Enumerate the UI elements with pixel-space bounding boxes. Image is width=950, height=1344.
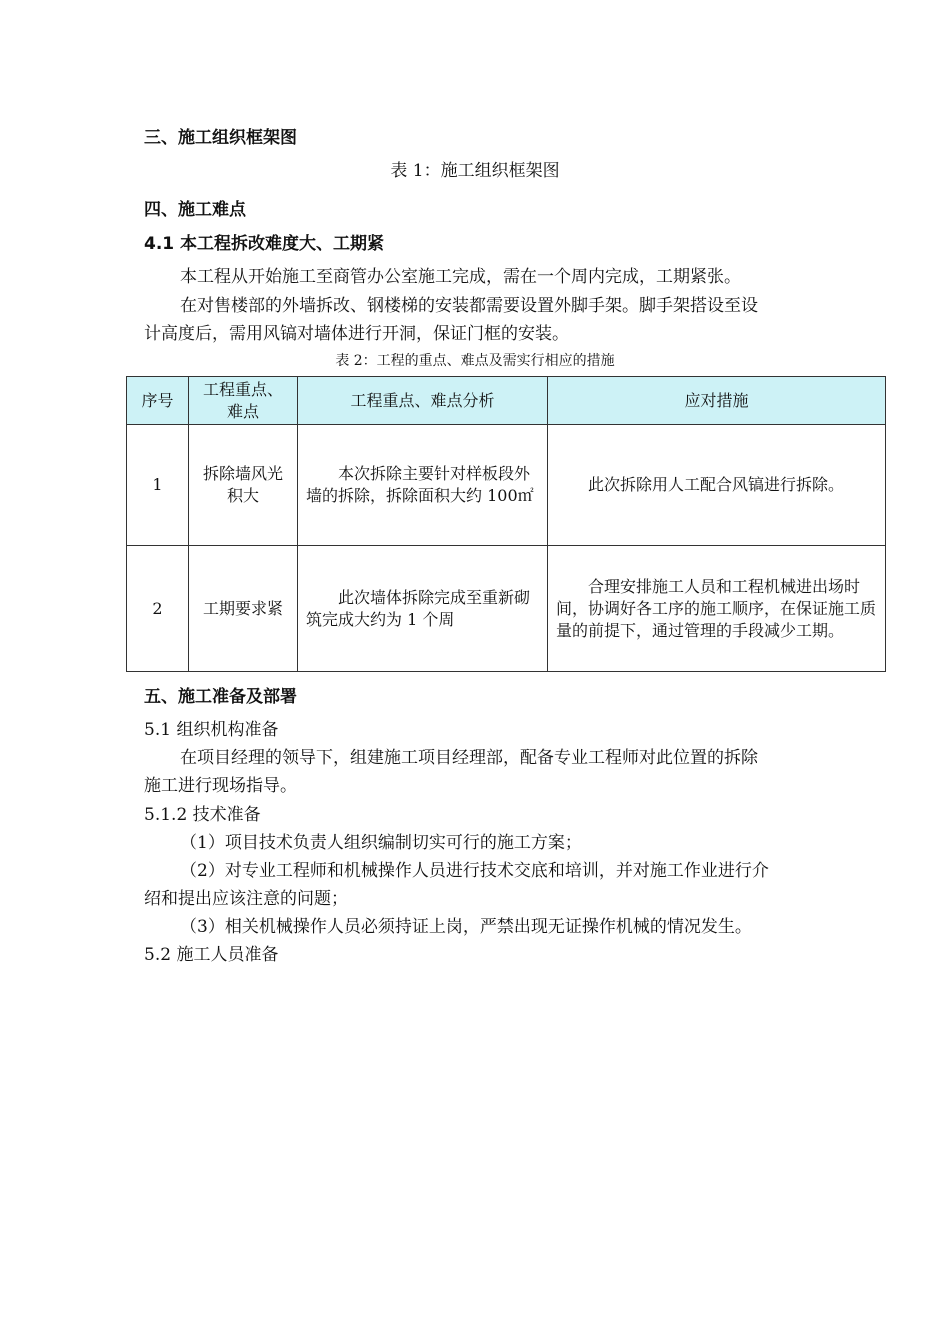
header-point: 工程重点、难点 xyxy=(189,377,298,425)
section-4-1-paragraph-1: 本工程从开始施工至商管办公室施工完成，需在一个周内完成，工期紧张。 xyxy=(180,267,741,287)
table-2-caption: 表 2：工程的重点、难点及需实行相应的措施 xyxy=(335,353,615,369)
section-5-heading: 五、施工准备及部署 xyxy=(144,687,297,707)
table-header-row xyxy=(127,377,886,425)
section-4-1-paragraph-2-line-2: 计高度后，需用风镐对墙体进行开洞，保证门框的安装。 xyxy=(144,324,569,344)
row-measure: 此次拆除用人工配合风镐进行拆除。 xyxy=(548,425,886,546)
table-row xyxy=(127,425,886,546)
header-no: 序号 xyxy=(127,377,189,425)
row-analysis: 本次拆除主要针对样板段外墙的拆除，拆除面积大约 100㎡ xyxy=(298,425,548,546)
list-item-3: （3）相关机械操作人员必须持证上岗，严禁出现无证操作机械的情况发生。 xyxy=(180,917,752,937)
row-no: 2 xyxy=(127,546,189,672)
section-5-2-heading: 5.2 施工人员准备 xyxy=(144,945,279,965)
section-4-heading: 四、施工难点 xyxy=(144,200,246,220)
table-1-caption: 表 1：施工组织框架图 xyxy=(390,161,560,181)
row-measure: 合理安排施工人员和工程机械进出场时间，协调好各工序的施工顺序，在保证施工质量的前提下，通过管理的手段减少工期。 xyxy=(548,546,886,672)
row-point: 工期要求紧 xyxy=(189,546,298,672)
header-measure: 应对措施 xyxy=(548,377,886,425)
row-analysis: 此次墙体拆除完成至重新砌筑完成大约为 1 个周 xyxy=(298,546,548,672)
section-3-heading: 三、施工组织框架图 xyxy=(144,128,297,148)
list-item-1: （1）项目技术负责人组织编制切实可行的施工方案； xyxy=(180,833,582,853)
section-5-1-2-heading: 5.1.2 技术准备 xyxy=(144,805,261,825)
section-5-1-paragraph-line-2: 施工进行现场指导。 xyxy=(144,776,297,796)
section-5-1-heading: 5.1 组织机构准备 xyxy=(144,720,279,740)
list-item-2-line-2: 绍和提出应该注意的问题； xyxy=(144,889,348,909)
row-no: 1 xyxy=(127,425,189,546)
measures-table xyxy=(126,376,886,672)
list-item-2-line-1: （2）对专业工程师和机械操作人员进行技术交底和培训，并对施工作业进行介 xyxy=(180,861,769,881)
table-row xyxy=(127,546,886,672)
section-5-1-paragraph-line-1: 在项目经理的领导下，组建施工项目经理部，配备专业工程师对此位置的拆除 xyxy=(180,748,758,768)
header-analysis: 工程重点、难点分析 xyxy=(298,377,548,425)
section-4-1-heading: 4.1 本工程拆改难度大、工期紧 xyxy=(144,234,385,254)
section-4-1-paragraph-2-line-1: 在对售楼部的外墙拆改、钢楼梯的安装都需要设置外脚手架。脚手架搭设至设 xyxy=(180,296,758,316)
row-point: 拆除墙风光积大 xyxy=(189,425,298,546)
